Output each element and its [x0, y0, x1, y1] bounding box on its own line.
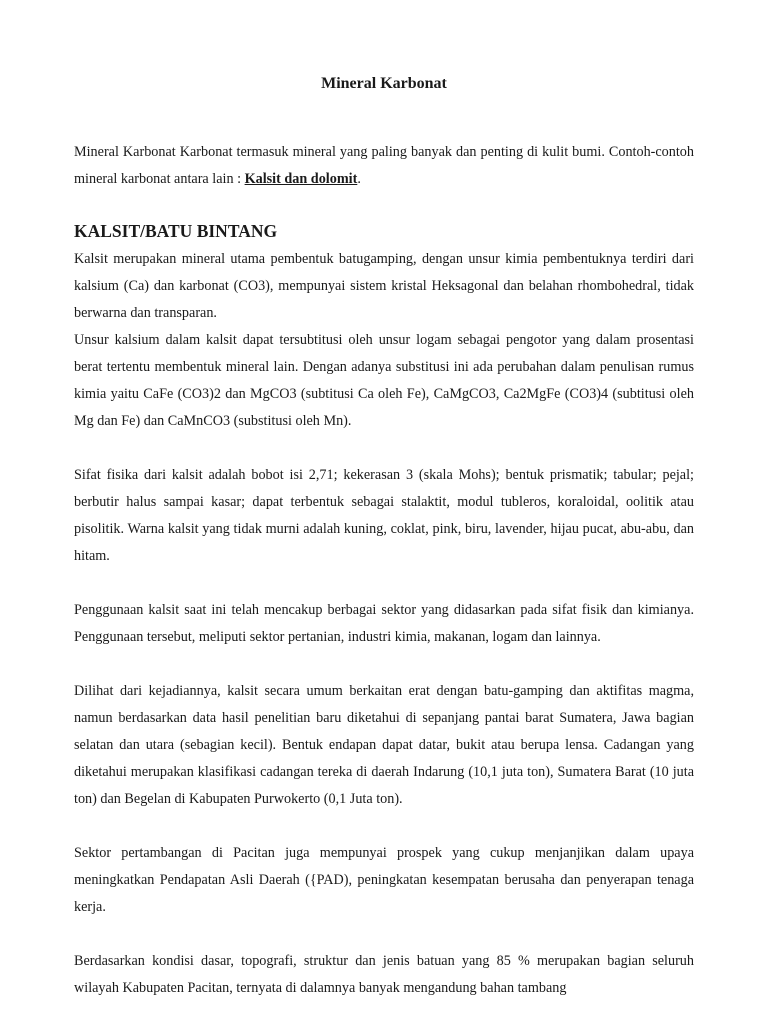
intro-paragraph [74, 139, 694, 193]
paragraph-3: Sifat fisika dari kalsit adalah bobot isi 2,71; kekerasan 3 (skala Mohs); bentuk prismatik; tabular; pejal; berbutir halus sampai kasar; dapat terbentuk sebagai stalaktit, modul tubleros, koraloidal, oolitik atau pisolitik. Warna kalsit yang tidak murni adalah kuning, coklat, pink, biru, lavender, hijau pucat, abu-abu, dan hitam. [74, 467, 694, 564]
paragraph-7: Berdasarkan kondisi dasar, topografi, struktur dan jenis batuan yang 85 % merupakan bagian seluruh wilayah Kabupaten Pacitan, ternyata di dalamnya banyak mengandung bahan tambang [74, 953, 694, 996]
section-heading: KALSIT/BATU BINTANG [74, 221, 278, 241]
paragraph-1: Kalsit merupakan mineral utama pembentuk batugamping, dengan unsur kimia pembentuknya terdiri dari kalsium (Ca) dan karbonat (CO3), mempunyai sistem kristal Heksagonal dan belahan rhombohedral, tidak berwarna dan transparan. [74, 251, 694, 321]
paragraph-6: Sektor pertambangan di Pacitan juga mempunyai prospek yang cukup menjanjikan dalam upaya meningkatkan Pendapatan Asli Daerah ({PAD), peningkatan kesempatan berusaha dan penyerapan tenaga kerja. [74, 845, 694, 915]
paragraph-2: Unsur kalsium dalam kalsit dapat tersubtitusi oleh unsur logam sebagai pengotor yang dalam prosentasi berat tertentu membentuk mineral lain. Dengan adanya substitusi ini ada perubahan dalam penulisan rumus kimia yaitu CaFe (CO3)2 dan MgCO3 (subtitusi Ca oleh Fe), CaMgCO3, Ca2MgFe (CO3)4 (subtitusi oleh Mg dan Fe) dan CaMnCO3 (substitusi oleh Mn). [74, 332, 694, 429]
intro-end: . [357, 171, 361, 187]
intro-emphasis: Kalsit dan dolomit [244, 171, 358, 187]
document-page [74, 72, 694, 1002]
paragraph-4: Penggunaan kalsit saat ini telah mencakup berbagai sektor yang didasarkan pada sifat fisik dan kimianya. Penggunaan tersebut, meliputi sektor pertanian, industri kimia, makanan, logam dan lainnya. [74, 602, 694, 645]
paragraph-5: Dilihat dari kejadiannya, kalsit secara umum berkaitan erat dengan batu-gamping dan aktifitas magma, namun berdasarkan data hasil penelitian baru diketahui di sepanjang pantai barat Sumatera, Jawa bagian selatan dan utara (sebagian kecil). Bentuk endapan dapat datar, bukit atau berupa lensa. Cadangan yang diketahui merupakan klasifikasi cadangan tereka di daerah Indarung (10,1 juta ton), Sumatera Barat (10 juta ton) dan Begelan di Kabupaten Purwokerto (0,1 Juta ton). [74, 683, 694, 807]
document-title: Mineral Karbonat [321, 75, 447, 92]
intro-text: Mineral Karbonat Karbonat termasuk mineral yang paling banyak dan penting di kulit bumi. Contoh-contoh mineral karbonat antara lain : [74, 144, 694, 187]
